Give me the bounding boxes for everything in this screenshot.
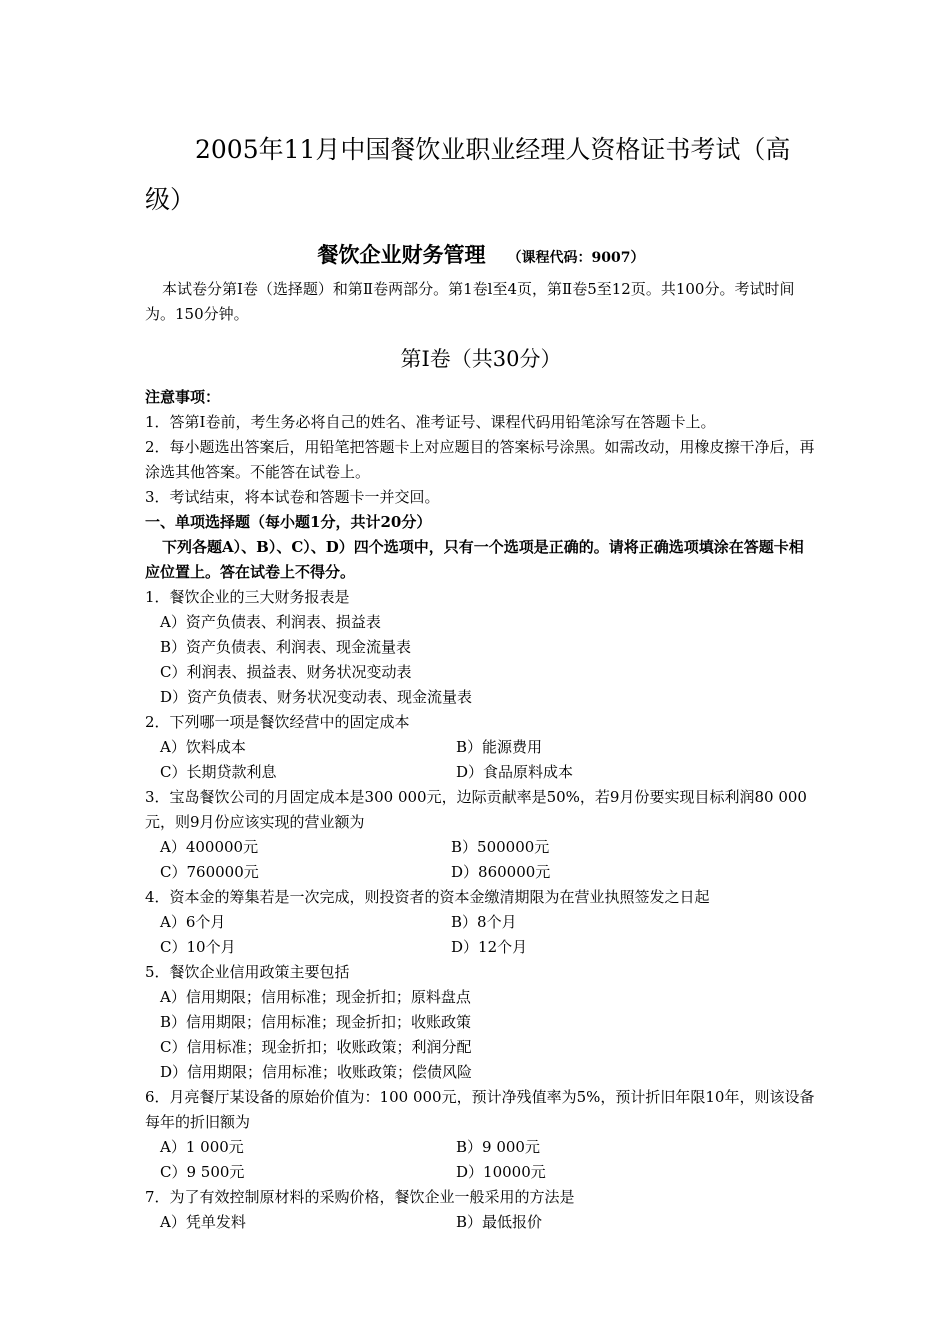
option: D）12个月 [451, 938, 528, 956]
option: D）食品原料成本 [456, 763, 574, 781]
exam-intro: 本试卷分第Ⅰ卷（选择题）和第Ⅱ卷两部分。第1卷l至4页，第Ⅱ卷5至12页。共100分。考试时间为。150分钟。 [145, 280, 795, 323]
option: B）500000元 [451, 838, 550, 856]
option: B）最低报价 [456, 1213, 543, 1231]
option-list [145, 985, 817, 1085]
exam-page [145, 120, 817, 1235]
question-stem: 2．下列哪一项是餐饮经营中的固定成本 [145, 713, 410, 731]
option-list [145, 910, 817, 960]
option: D）10000元 [456, 1163, 546, 1181]
subject-line [145, 239, 817, 269]
option-list [145, 1135, 817, 1185]
option-list [145, 835, 817, 885]
option: C）利润表、损益表、财务状况变动表 [160, 663, 412, 681]
note-item: 3．考试结束，将本试卷和答题卡一并交回。 [145, 488, 440, 506]
exam-title: 2005年11月中国餐饮业职业经理人资格证书考试（高级） [145, 135, 791, 214]
option: C）10个月 [160, 938, 236, 956]
option: A）1 000元 [160, 1138, 244, 1156]
option: D）860000元 [451, 863, 551, 881]
option: A）凭单发料 [160, 1213, 246, 1231]
option: A）饮料成本 [160, 738, 246, 756]
option: A）6个月 [160, 913, 226, 931]
option: D）资产负债表、财务状况变动表、现金流量表 [160, 688, 473, 706]
section-heading: 一、单项选择题（每小题1分，共计20分） [145, 513, 432, 531]
question-stem: 4．资本金的筹集若是一次完成，则投资者的资本金缴清期限为在营业执照签发之日起 [145, 888, 710, 906]
option: B）能源费用 [456, 738, 543, 756]
option: B）9 000元 [456, 1138, 540, 1156]
question-stem: 6．月亮餐厅某设备的原始价值为：100 000元，预计净残值率为5%，预计折旧年限10年，则该设备每年的折旧额为 [145, 1088, 815, 1131]
option: A）信用期限；信用标准；现金折扣；原料盘点 [160, 988, 471, 1006]
option-list [145, 735, 817, 785]
option: A）资产负债表、利润表、损益表 [160, 613, 381, 631]
option: C）9 500元 [160, 1163, 245, 1181]
section-instruction: 下列各题A）、B）、C）、D）四个选项中，只有一个选项是正确的。请将正确选项填涂在答题卡相应位置上。答在试卷上不得分。 [145, 538, 804, 581]
part-title: 第Ⅰ卷（共30分） [400, 347, 562, 371]
course-code: （课程代码：9007） [507, 250, 645, 266]
question-stem: 1．餐饮企业的三大财务报表是 [145, 588, 350, 606]
option: C）760000元 [160, 863, 259, 881]
option: B）信用期限；信用标准；现金折扣；收账政策 [160, 1013, 472, 1031]
option: B）8个月 [451, 913, 517, 931]
option: C）信用标准；现金折扣；收账政策；利润分配 [160, 1038, 472, 1056]
notes-heading: 注意事项： [145, 388, 221, 406]
note-item: 2．每小题选出答案后，用铅笔把答题卡上对应题目的答案标号涂黑。如需改动，用橡皮擦干净后，再涂选其他答案。不能答在试卷上。 [145, 438, 815, 481]
option: C）长期贷款利息 [160, 763, 277, 781]
question-stem: 3．宝岛餐饮公司的月固定成本是300 000元，边际贡献率是50%，若9月份要实现目标利润80 000元，则9月份应该实现的营业额为 [145, 788, 807, 831]
option-list [145, 610, 817, 710]
option: A）400000元 [160, 838, 259, 856]
question-stem: 7．为了有效控制原材料的采购价格，餐饮企业一般采用的方法是 [145, 1188, 575, 1206]
option-list [145, 1210, 817, 1235]
option: B）资产负债表、利润表、现金流量表 [160, 638, 412, 656]
note-item: 1．答第Ⅰ卷前，考生务必将自己的姓名、准考证号、课程代码用铅笔涂写在答题卡上。 [145, 413, 716, 431]
question-stem: 5．餐饮企业信用政策主要包括 [145, 963, 350, 981]
subject-title: 餐饮企业财务管理 [317, 242, 486, 267]
option: D）信用期限；信用标准；收账政策；偿债风险 [160, 1063, 473, 1081]
